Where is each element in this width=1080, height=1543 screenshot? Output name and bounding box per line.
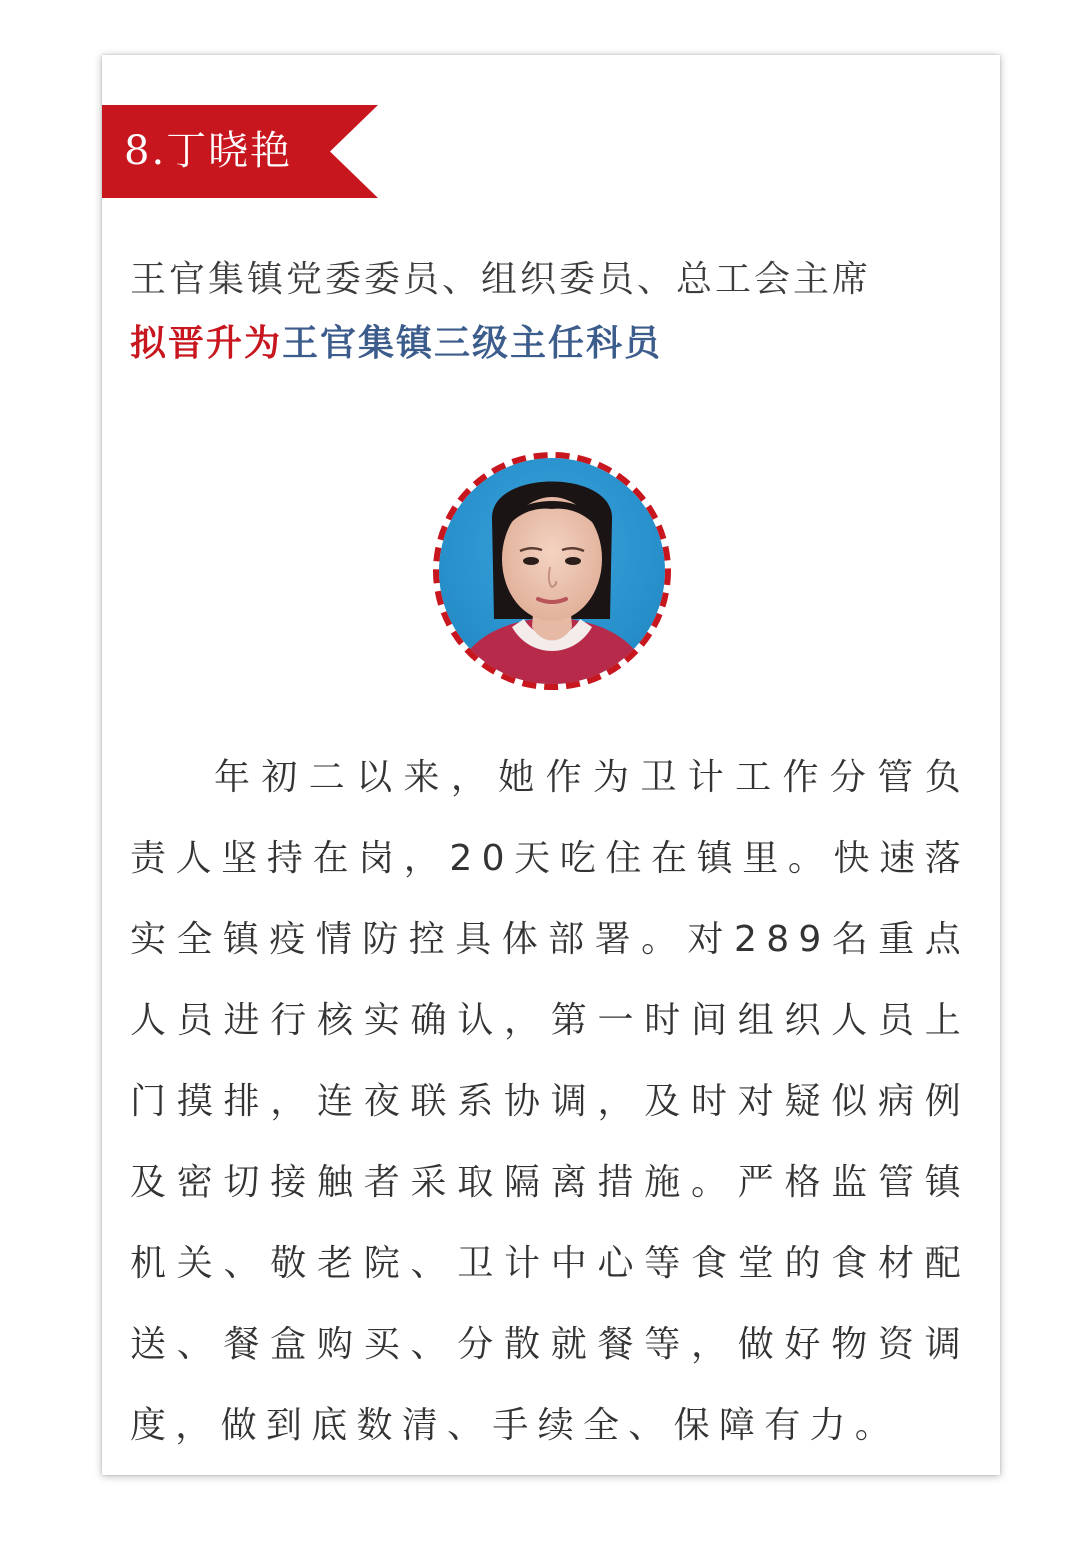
promotion-prefix: 拟晋升为 [130,323,283,364]
name-label: 8.丁晓艳 [124,128,293,174]
promotion-title: 王官集镇三级主任科员 [282,323,663,364]
biography-paragraph: 年初二以来，她作为卫计工作分管负责人坚持在岗，20天吃住在镇里。快速落实全镇疫情防控具体部署。对289名重点人员进行核实确认，第一时间组织人员上门摸排，连夜联系协调，及时对疑似病例及密切接触者采取隔离措施。严格监管镇机关、敬老院、卫计中心等食堂的食材配送、餐盒购买、分散就餐等，做好物资调度，做到底数清、手续全、保障有力。 [130,757,970,1446]
current-position: 王官集镇党委委员、组织委员、总工会主席 [130,259,872,300]
name-banner [102,105,378,198]
profile-card [102,55,1000,1475]
promotion-line [130,317,662,371]
portrait-photo [430,449,674,693]
portrait-image [430,449,674,693]
